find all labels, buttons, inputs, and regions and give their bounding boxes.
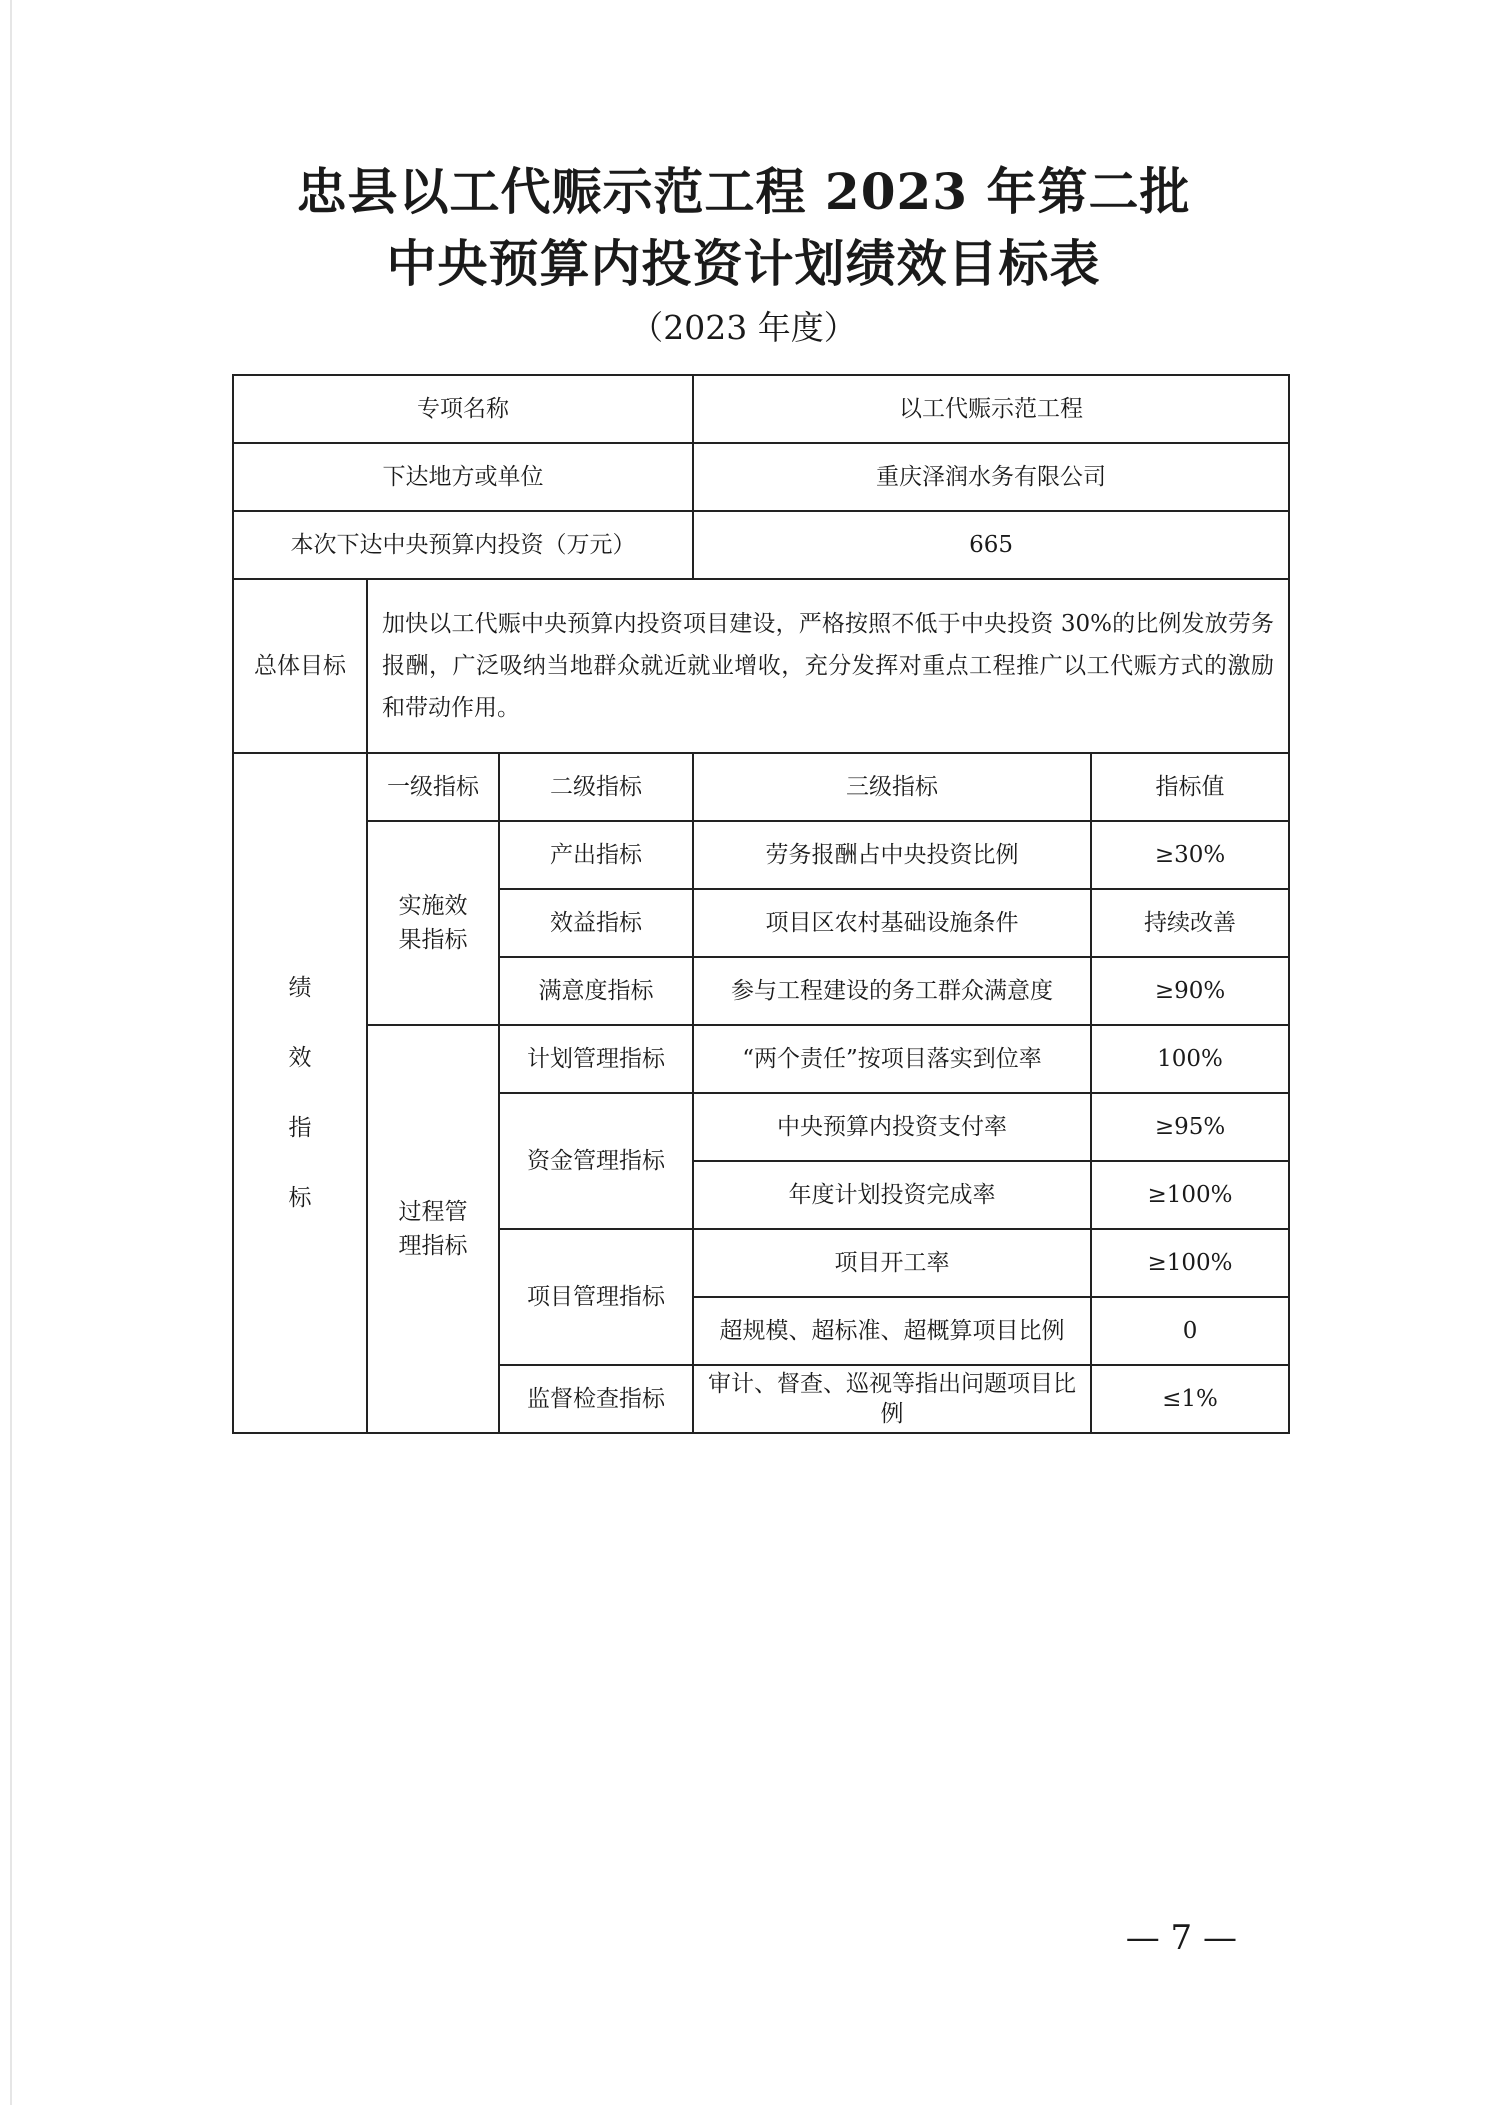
performance-indicator-label (233, 753, 367, 1433)
issuer-label: 下达地方或单位 (233, 443, 693, 511)
value-cell: ≥100% (1091, 1161, 1289, 1229)
level3-cell: 项目开工率 (693, 1229, 1091, 1297)
group-process-indicator: 过程管理指标 (367, 1025, 499, 1433)
table-row (233, 1025, 1289, 1093)
project-name-value: 以工代赈示范工程 (693, 375, 1289, 443)
header-level2: 二级指标 (499, 753, 693, 821)
value-cell: ≥100% (1091, 1229, 1289, 1297)
value-cell: 0 (1091, 1297, 1289, 1365)
header-level3: 三级指标 (693, 753, 1091, 821)
value-cell: 持续改善 (1091, 889, 1289, 957)
table-row (233, 443, 1289, 511)
value-cell: 100% (1091, 1025, 1289, 1093)
value-cell: ≥30% (1091, 821, 1289, 889)
value-cell: ≥95% (1091, 1093, 1289, 1161)
perf-char: 绩 (288, 975, 312, 1001)
header-level1: 一级指标 (367, 753, 499, 821)
level3-cell: 项目区农村基础设施条件 (693, 889, 1091, 957)
perf-char: 指 (288, 1115, 312, 1141)
level3-cell: 中央预算内投资支付率 (693, 1093, 1091, 1161)
level2-cell: 满意度指标 (499, 957, 693, 1025)
table-row (233, 511, 1289, 579)
table-row (233, 753, 1289, 821)
performance-target-table (232, 374, 1290, 1434)
level3-cell: 审计、督查、巡视等指出问题项目比例 (693, 1365, 1091, 1433)
group-effect-indicator: 实施效果指标 (367, 821, 499, 1025)
level2-cell: 资金管理指标 (499, 1093, 693, 1229)
table-row (233, 579, 1289, 753)
goal-text: 加快以工代赈中央预算内投资项目建设，严格按照不低于中央投资 30%的比例发放劳务报酬，广泛吸纳当地群众就近就业增收，充分发挥对重点工程推广以工代赈方式的激励和带动作用。 (367, 579, 1289, 753)
level3-cell: 参与工程建设的务工群众满意度 (693, 957, 1091, 1025)
level2-cell: 项目管理指标 (499, 1229, 693, 1365)
perf-char: 效 (288, 1045, 312, 1071)
level2-cell: 监督检查指标 (499, 1365, 693, 1433)
level2-cell: 计划管理指标 (499, 1025, 693, 1093)
investment-label: 本次下达中央预算内投资（万元） (233, 511, 693, 579)
issuer-value: 重庆泽润水务有限公司 (693, 443, 1289, 511)
level3-cell: 劳务报酬占中央投资比例 (693, 821, 1091, 889)
value-cell: ≥90% (1091, 957, 1289, 1025)
investment-value: 665 (693, 511, 1289, 579)
level3-cell: 年度计划投资完成率 (693, 1161, 1091, 1229)
goal-label: 总体目标 (233, 579, 367, 753)
table-row (233, 821, 1289, 889)
page-number: — 7 — (1125, 1918, 1237, 1958)
document-title-line2: 中央预算内投资计划绩效目标表 (386, 234, 1101, 293)
level3-cell: “两个责任”按项目落实到位率 (693, 1025, 1091, 1093)
level2-cell: 产出指标 (499, 821, 693, 889)
document-title-line1: 忠县以工代赈示范工程 2023 年第二批 (296, 162, 1191, 221)
level3-cell: 超规模、超标准、超概算项目比例 (693, 1297, 1091, 1365)
year-label: （2023 年度） (630, 308, 857, 347)
table-row (233, 375, 1289, 443)
project-name-label: 专项名称 (233, 375, 693, 443)
header-value: 指标值 (1091, 753, 1289, 821)
level2-cell: 效益指标 (499, 889, 693, 957)
value-cell: ≤1% (1091, 1365, 1289, 1433)
perf-char: 标 (288, 1185, 312, 1211)
